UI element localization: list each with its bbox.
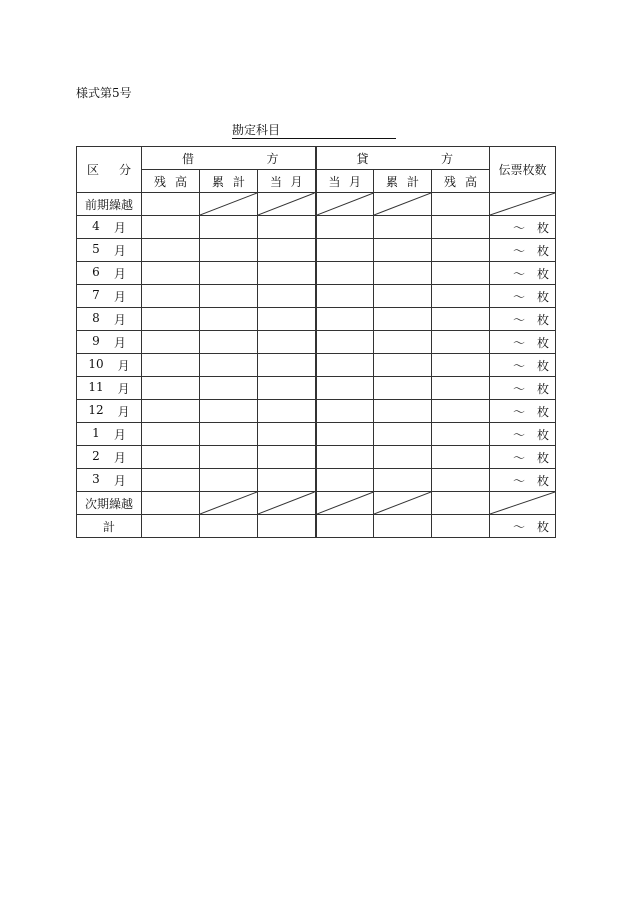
table-row [77,400,556,423]
header-row-1 [77,147,556,170]
amount-cell[interactable] [374,423,432,446]
diagonal-slash [258,193,315,215]
amount-cell[interactable] [374,377,432,400]
amount-cell[interactable] [142,446,200,469]
month-unit: 月 [117,381,130,396]
row-label [77,308,142,331]
slip-unit: 枚 [536,312,549,327]
month-unit: 月 [113,289,126,304]
amount-cell[interactable] [316,515,374,538]
slashed-cell [258,492,316,515]
amount-cell[interactable] [142,400,200,423]
month-unit: 月 [117,404,130,419]
tilde-mark: 〜 [512,427,525,442]
table-row [77,377,556,400]
slip-count-cell[interactable] [490,216,556,239]
amount-cell[interactable] [142,308,200,331]
amount-cell[interactable] [200,354,258,377]
table-row [77,423,556,446]
amount-cell[interactable] [374,354,432,377]
month-number: 6 [92,264,100,279]
month-unit: 月 [113,220,126,235]
month-number: 2 [92,448,100,463]
row-label: 前期繰越 [77,193,142,216]
amount-cell[interactable] [316,446,374,469]
amount-cell[interactable] [142,285,200,308]
amount-cell[interactable] [374,285,432,308]
amount-cell[interactable] [258,262,316,285]
diagonal-slash [258,492,315,514]
month-number: 1 [92,425,100,440]
month-unit: 月 [113,266,126,281]
amount-cell[interactable] [316,423,374,446]
amount-cell[interactable] [258,354,316,377]
slip-unit: 枚 [536,335,549,350]
month-number: 9 [92,333,100,348]
slip-count-cell[interactable] [490,239,556,262]
tilde-mark: 〜 [512,312,525,327]
header-slip-count: 伝票枚数 [490,147,556,193]
header-credit-zandaka: 残 高 [432,170,490,193]
month-unit: 月 [113,335,126,350]
month-unit: 月 [113,312,126,327]
row-label [77,239,142,262]
slip-count-cell[interactable] [490,308,556,331]
month-number: 11 [88,379,104,394]
amount-cell[interactable] [432,331,490,354]
slip-unit: 枚 [536,450,549,465]
table-row [77,285,556,308]
slip-unit: 枚 [536,427,549,442]
amount-cell[interactable] [432,354,490,377]
slip-count-cell [490,193,556,216]
month-number: 3 [92,471,100,486]
table-row [77,446,556,469]
amount-cell[interactable] [258,515,316,538]
row-label [77,446,142,469]
amount-cell[interactable] [316,308,374,331]
slashed-cell [374,492,432,515]
table-row [77,262,556,285]
amount-cell[interactable] [258,400,316,423]
diagonal-slash [490,193,555,215]
slashed-cell [316,492,374,515]
amount-cell[interactable] [432,423,490,446]
header-kubun: 区 分 [77,147,142,193]
header-credit-ruikei: 累 計 [374,170,432,193]
amount-cell[interactable] [374,446,432,469]
amount-cell[interactable] [316,400,374,423]
slashed-cell [200,193,258,216]
table-row [77,193,556,216]
account-title-label: 勘定科目 [232,123,281,137]
amount-cell[interactable] [432,285,490,308]
table-row [77,331,556,354]
month-number: 5 [92,241,100,256]
slip-count-cell[interactable] [490,515,556,538]
tilde-mark: 〜 [512,450,525,465]
amount-cell[interactable] [374,331,432,354]
amount-cell[interactable] [200,216,258,239]
account-title-field[interactable] [232,122,396,139]
amount-cell[interactable] [200,262,258,285]
row-label [77,377,142,400]
row-label [77,469,142,492]
amount-cell[interactable] [374,400,432,423]
table-row [77,308,556,331]
slip-count-cell[interactable] [490,469,556,492]
header-debit-zandaka: 残 高 [142,170,200,193]
amount-cell[interactable] [258,239,316,262]
slip-unit: 枚 [536,519,549,534]
slip-count-cell[interactable] [490,446,556,469]
tilde-mark: 〜 [512,519,525,534]
amount-cell[interactable] [432,469,490,492]
slip-unit: 枚 [536,220,549,235]
diagonal-slash [317,492,374,514]
tilde-mark: 〜 [512,289,525,304]
tilde-mark: 〜 [512,220,525,235]
amount-cell[interactable] [432,239,490,262]
tilde-mark: 〜 [512,358,525,373]
slip-unit: 枚 [536,266,549,281]
month-unit: 月 [113,427,126,442]
month-number: 4 [92,218,100,233]
amount-cell[interactable] [142,469,200,492]
row-label [77,400,142,423]
month-number: 10 [88,356,104,371]
slip-unit: 枚 [536,358,549,373]
diagonal-slash [200,193,257,215]
amount-cell[interactable] [258,446,316,469]
amount-cell[interactable] [374,469,432,492]
tilde-mark: 〜 [512,404,525,419]
amount-cell[interactable] [200,400,258,423]
amount-cell[interactable] [374,308,432,331]
slip-unit: 枚 [536,381,549,396]
amount-cell[interactable] [142,492,200,515]
amount-cell[interactable] [432,193,490,216]
month-number: 12 [88,402,104,417]
diagonal-slash [374,492,431,514]
amount-cell[interactable] [142,423,200,446]
amount-cell[interactable] [258,216,316,239]
month-unit: 月 [117,358,130,373]
table-row [77,492,556,515]
amount-cell[interactable] [200,515,258,538]
amount-cell[interactable] [432,515,490,538]
row-label [77,331,142,354]
amount-cell[interactable] [200,469,258,492]
amount-cell[interactable] [374,262,432,285]
amount-cell[interactable] [258,308,316,331]
month-unit: 月 [113,243,126,258]
amount-cell[interactable] [142,354,200,377]
amount-cell[interactable] [258,377,316,400]
slashed-cell [258,193,316,216]
diagonal-slash [490,492,555,514]
month-unit: 月 [113,450,126,465]
amount-cell[interactable] [258,285,316,308]
amount-cell[interactable] [258,423,316,446]
slip-unit: 枚 [536,289,549,304]
amount-cell[interactable] [316,331,374,354]
amount-cell[interactable] [200,377,258,400]
slip-count-cell[interactable] [490,377,556,400]
tilde-mark: 〜 [512,266,525,281]
amount-cell[interactable] [316,285,374,308]
table-row [77,354,556,377]
slip-count-cell[interactable] [490,331,556,354]
month-number: 8 [92,310,100,325]
header-row-2 [77,170,556,193]
row-label: 計 [77,515,142,538]
amount-cell[interactable] [200,331,258,354]
amount-cell[interactable] [142,239,200,262]
amount-cell[interactable] [316,262,374,285]
amount-cell[interactable] [432,377,490,400]
amount-cell[interactable] [142,262,200,285]
row-label: 次期繰越 [77,492,142,515]
amount-cell[interactable] [316,377,374,400]
slashed-cell [374,193,432,216]
amount-cell[interactable] [142,331,200,354]
amount-cell[interactable] [142,193,200,216]
header-debit-tougetsu: 当 月 [258,170,316,193]
ledger-table [76,146,556,538]
amount-cell[interactable] [258,331,316,354]
row-label [77,423,142,446]
slip-count-cell[interactable] [490,262,556,285]
amount-cell[interactable] [316,216,374,239]
row-label [77,216,142,239]
amount-cell[interactable] [374,216,432,239]
tilde-mark: 〜 [512,243,525,258]
slip-count-cell[interactable] [490,354,556,377]
amount-cell[interactable] [200,446,258,469]
amount-cell[interactable] [432,262,490,285]
tilde-mark: 〜 [512,473,525,488]
table-row [77,216,556,239]
header-credit: 貸 方 [316,147,490,170]
table-row [77,469,556,492]
row-label [77,262,142,285]
amount-cell[interactable] [432,216,490,239]
amount-cell[interactable] [142,377,200,400]
diagonal-slash [374,193,431,215]
amount-cell[interactable] [316,354,374,377]
diagonal-slash [317,193,374,215]
amount-cell[interactable] [258,469,316,492]
amount-cell[interactable] [432,446,490,469]
slip-unit: 枚 [536,243,549,258]
amount-cell[interactable] [316,239,374,262]
slip-count-cell[interactable] [490,285,556,308]
amount-cell[interactable] [432,400,490,423]
amount-cell[interactable] [432,492,490,515]
header-debit: 借 方 [142,147,316,170]
amount-cell[interactable] [374,239,432,262]
amount-cell[interactable] [200,308,258,331]
tilde-mark: 〜 [512,381,525,396]
amount-cell[interactable] [200,285,258,308]
month-number: 7 [92,287,100,302]
header-credit-tougetsu: 当 月 [316,170,374,193]
form-number: 様式第5号 [76,86,132,100]
header-debit-ruikei: 累 計 [200,170,258,193]
table-row [77,239,556,262]
slashed-cell [200,492,258,515]
amount-cell[interactable] [142,515,200,538]
amount-cell[interactable] [432,308,490,331]
slip-count-cell [490,492,556,515]
tilde-mark: 〜 [512,335,525,350]
amount-cell[interactable] [200,423,258,446]
slip-unit: 枚 [536,473,549,488]
diagonal-slash [200,492,257,514]
amount-cell[interactable] [200,239,258,262]
slip-unit: 枚 [536,404,549,419]
slip-count-cell[interactable] [490,423,556,446]
amount-cell[interactable] [316,469,374,492]
row-label [77,354,142,377]
slashed-cell [316,193,374,216]
month-unit: 月 [113,473,126,488]
table-row [77,515,556,538]
row-label [77,285,142,308]
amount-cell[interactable] [142,216,200,239]
slip-count-cell[interactable] [490,400,556,423]
amount-cell[interactable] [374,515,432,538]
